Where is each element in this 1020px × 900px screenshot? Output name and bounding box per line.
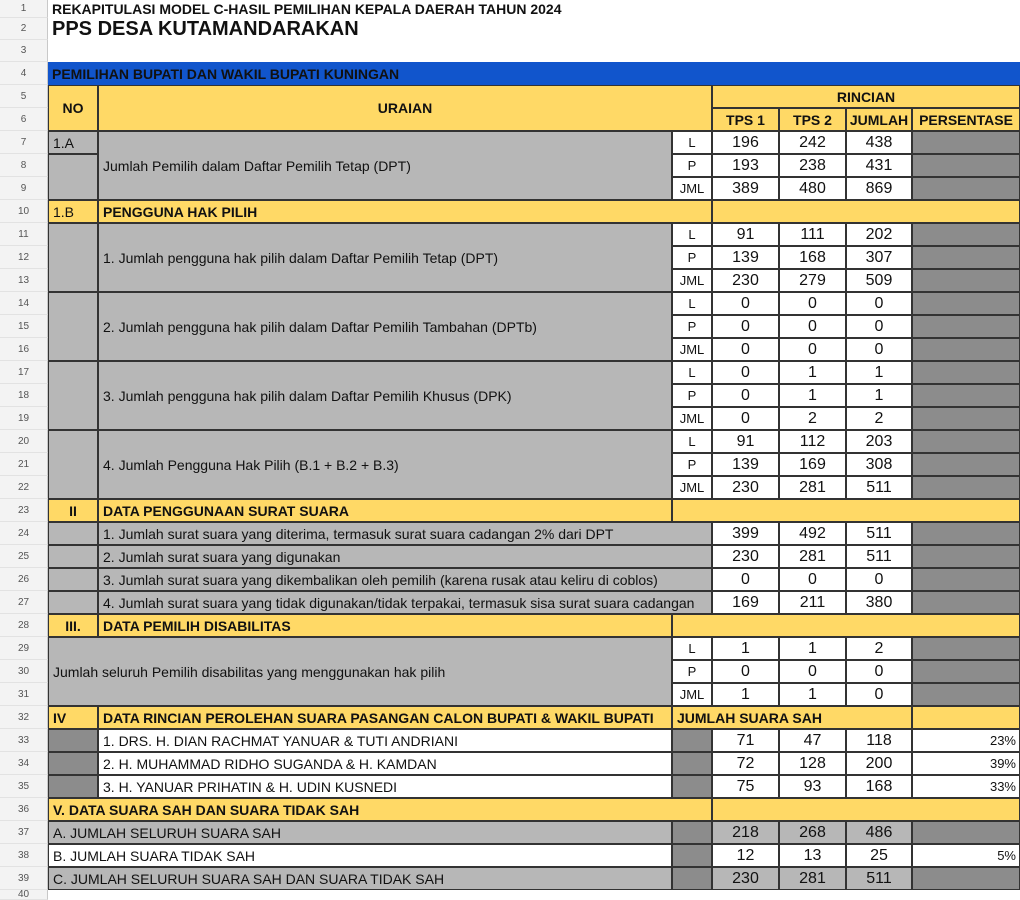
value-cell[interactable]: 238 <box>779 154 846 177</box>
section-title-1b: PENGGUNA HAK PILIH <box>98 200 712 223</box>
col-header-jumlah: JUMLAH <box>846 108 912 131</box>
gender-label: JML <box>672 476 712 499</box>
section-title-5: V. DATA SUARA SAH DAN SUARA TIDAK SAH <box>48 798 712 821</box>
gender-label: JML <box>672 177 712 200</box>
percent-cell <box>912 131 1020 154</box>
value-cell[interactable]: 281 <box>779 545 846 568</box>
candidate-name: 2. H. MUHAMMAD RIDHO SUGANDA & H. KAMDAN <box>98 752 672 775</box>
row-header[interactable]: 7 <box>0 131 48 154</box>
value-cell[interactable]: 12 <box>712 844 779 867</box>
value-cell[interactable]: 380 <box>846 591 912 614</box>
row-header[interactable]: 18 <box>0 384 48 407</box>
value-cell[interactable]: 268 <box>779 821 846 844</box>
value-cell[interactable]: 307 <box>846 246 912 269</box>
percent-cell <box>912 384 1020 407</box>
uraian-item: 4. Jumlah Pengguna Hak Pilih (B.1 + B.2 + B.3) <box>98 430 672 499</box>
row-header[interactable]: 32 <box>0 706 48 729</box>
col-header-no: NO <box>48 85 98 131</box>
section-fill <box>672 499 1020 522</box>
uraian-dpt: Jumlah Pemilih dalam Daftar Pemilih Tetap (DPT) <box>98 131 672 200</box>
percent-cell <box>912 453 1020 476</box>
value-cell[interactable]: 492 <box>779 522 846 545</box>
percent-cell <box>912 545 1020 568</box>
row-header[interactable]: 19 <box>0 407 48 430</box>
gender-label: L <box>672 361 712 384</box>
value-cell[interactable]: 1 <box>712 683 779 706</box>
value-cell[interactable]: 511 <box>846 522 912 545</box>
value-cell[interactable]: 230 <box>712 867 779 890</box>
value-cell[interactable]: 71 <box>712 729 779 752</box>
row-header[interactable]: 30 <box>0 660 48 683</box>
gender-label: L <box>672 292 712 315</box>
col-header-tps2: TPS 2 <box>779 108 846 131</box>
row-header[interactable]: 36 <box>0 798 48 821</box>
value-cell[interactable]: 200 <box>846 752 912 775</box>
value-cell[interactable]: 2 <box>846 637 912 660</box>
value-cell[interactable]: 0 <box>846 315 912 338</box>
percent-cell <box>912 246 1020 269</box>
gender-label: JML <box>672 407 712 430</box>
value-cell[interactable]: 72 <box>712 752 779 775</box>
value-cell[interactable]: 0 <box>712 361 779 384</box>
empty-cell <box>48 568 98 591</box>
empty-cell <box>48 545 98 568</box>
empty-cell <box>48 361 98 430</box>
row-header[interactable]: 23 <box>0 499 48 522</box>
value-cell[interactable]: 438 <box>846 131 912 154</box>
empty-cell <box>672 821 712 844</box>
value-cell[interactable]: 47 <box>779 729 846 752</box>
value-cell[interactable]: 0 <box>779 338 846 361</box>
row-header[interactable]: 10 <box>0 200 48 223</box>
value-cell[interactable]: 1 <box>846 384 912 407</box>
value-cell[interactable]: 0 <box>779 292 846 315</box>
percent-cell <box>912 522 1020 545</box>
summary-label: B. JUMLAH SUARA TIDAK SAH <box>48 844 672 867</box>
value-cell[interactable]: 0 <box>712 292 779 315</box>
section-no-3: III. <box>48 614 98 637</box>
jumlah-suara-sah-label: JUMLAH SUARA SAH <box>672 706 912 729</box>
value-cell[interactable]: 75 <box>712 775 779 798</box>
empty-cell <box>672 867 712 890</box>
uraian-item: 4. Jumlah surat suara yang tidak digunakan/tidak terpakai, termasuk sisa surat suara cadangan <box>98 591 712 614</box>
gender-label: JML <box>672 269 712 292</box>
value-cell[interactable]: 1 <box>712 637 779 660</box>
section-title-3: DATA PEMILIH DISABILITAS <box>98 614 672 637</box>
value-cell[interactable]: 1 <box>846 361 912 384</box>
percent-cell <box>912 591 1020 614</box>
value-cell[interactable]: 1 <box>779 361 846 384</box>
row-header[interactable]: 24 <box>0 522 48 545</box>
row-header[interactable]: 39 <box>0 867 48 890</box>
value-cell[interactable]: 168 <box>779 246 846 269</box>
uraian-item: 1. Jumlah surat suara yang diterima, termasuk surat suara cadangan 2% dari DPT <box>98 522 712 545</box>
row-header[interactable]: 5 <box>0 85 48 108</box>
row-header[interactable]: 26 <box>0 568 48 591</box>
value-cell[interactable]: 1 <box>779 384 846 407</box>
section-no-4: IV <box>48 706 98 729</box>
value-cell[interactable]: 480 <box>779 177 846 200</box>
percent-cell <box>912 660 1020 683</box>
uraian-item: 2. Jumlah pengguna hak pilih dalam Daftar Pemilih Tambahan (DPTb) <box>98 292 672 361</box>
section-title-4: DATA RINCIAN PEROLEHAN SUARA PASANGAN CALON BUPATI & WAKIL BUPATI <box>98 706 672 729</box>
gender-label: P <box>672 384 712 407</box>
percentage-cell[interactable]: 23% <box>912 729 1020 752</box>
row-header[interactable]: 28 <box>0 614 48 637</box>
empty-cell <box>48 223 98 292</box>
value-cell[interactable]: 0 <box>846 292 912 315</box>
percentage-cell[interactable]: 33% <box>912 775 1020 798</box>
percent-cell <box>912 177 1020 200</box>
value-cell[interactable]: 139 <box>712 453 779 476</box>
value-cell[interactable]: 0 <box>712 384 779 407</box>
row-header[interactable]: 9 <box>0 177 48 200</box>
candidate-name: 3. H. YANUAR PRIHATIN & H. UDIN KUSNEDI <box>98 775 672 798</box>
gender-label: P <box>672 660 712 683</box>
row-header[interactable]: 17 <box>0 361 48 384</box>
value-cell[interactable]: 91 <box>712 430 779 453</box>
gender-label: P <box>672 246 712 269</box>
value-cell[interactable]: 0 <box>779 568 846 591</box>
row-header[interactable]: 38 <box>0 844 48 867</box>
empty-cell <box>48 752 98 775</box>
gender-label: L <box>672 131 712 154</box>
row-header[interactable]: 27 <box>0 591 48 614</box>
value-cell[interactable]: 169 <box>712 591 779 614</box>
section-fill <box>672 614 1020 637</box>
value-cell[interactable]: 211 <box>779 591 846 614</box>
value-cell[interactable]: 1 <box>779 637 846 660</box>
empty-cell <box>48 522 98 545</box>
value-cell[interactable]: 281 <box>779 867 846 890</box>
uraian-item: 2. Jumlah surat suara yang digunakan <box>98 545 712 568</box>
percent-cell <box>912 637 1020 660</box>
col-header-persentase: PERSENTASE <box>912 108 1020 131</box>
value-cell[interactable]: 13 <box>779 844 846 867</box>
row-header[interactable]: 22 <box>0 476 48 499</box>
value-cell[interactable]: 168 <box>846 775 912 798</box>
value-cell[interactable]: 281 <box>779 476 846 499</box>
row-header[interactable]: 20 <box>0 430 48 453</box>
gender-label: JML <box>672 338 712 361</box>
row-header[interactable]: 11 <box>0 223 48 246</box>
value-cell[interactable]: 169 <box>779 453 846 476</box>
section-fill <box>712 798 1020 821</box>
percent-cell <box>912 407 1020 430</box>
percent-cell <box>912 315 1020 338</box>
row-header[interactable]: 34 <box>0 752 48 775</box>
value-cell[interactable]: 93 <box>779 775 846 798</box>
value-cell[interactable]: 0 <box>712 660 779 683</box>
empty-cell <box>672 729 712 752</box>
row-header[interactable]: 1 <box>0 0 48 18</box>
value-cell[interactable]: 111 <box>779 223 846 246</box>
value-cell[interactable]: 128 <box>779 752 846 775</box>
value-cell[interactable]: 203 <box>846 430 912 453</box>
percentage-cell[interactable]: 39% <box>912 752 1020 775</box>
section-fill <box>912 706 1020 729</box>
value-cell[interactable]: 511 <box>846 867 912 890</box>
percent-cell <box>912 154 1020 177</box>
row-header[interactable]: 14 <box>0 292 48 315</box>
percent-cell <box>912 292 1020 315</box>
gender-label: L <box>672 223 712 246</box>
value-cell[interactable]: 486 <box>846 821 912 844</box>
value-cell[interactable]: 1 <box>779 683 846 706</box>
value-cell[interactable]: 0 <box>846 568 912 591</box>
empty-cell <box>48 430 98 499</box>
candidate-name: 1. DRS. H. DIAN RACHMAT YANUAR & TUTI ANDRIANI <box>98 729 672 752</box>
row-header[interactable]: 2 <box>0 18 48 40</box>
value-cell[interactable]: 230 <box>712 476 779 499</box>
value-cell[interactable]: 869 <box>846 177 912 200</box>
value-cell[interactable]: 389 <box>712 177 779 200</box>
section-no-1a: 1.A <box>48 131 98 154</box>
gender-label: JML <box>672 683 712 706</box>
value-cell[interactable]: 0 <box>846 338 912 361</box>
value-cell[interactable]: 0 <box>846 660 912 683</box>
uraian-disabilitas: Jumlah seluruh Pemilih disabilitas yang menggunakan hak pilih <box>48 637 672 706</box>
empty-cell <box>48 729 98 752</box>
section-fill <box>712 200 1020 223</box>
row-header[interactable]: 12 <box>0 246 48 269</box>
empty-row <box>48 40 1020 62</box>
row-header[interactable]: 16 <box>0 338 48 361</box>
value-cell[interactable]: 91 <box>712 223 779 246</box>
gender-label: P <box>672 154 712 177</box>
gender-label: L <box>672 430 712 453</box>
section-no-2: II <box>48 499 98 522</box>
percent-cell <box>912 683 1020 706</box>
value-cell[interactable]: 509 <box>846 269 912 292</box>
percent-cell <box>912 476 1020 499</box>
value-cell[interactable]: 202 <box>846 223 912 246</box>
gender-label: P <box>672 453 712 476</box>
value-cell[interactable]: 511 <box>846 545 912 568</box>
uraian-item: 3. Jumlah surat suara yang dikembalikan oleh pemilih (karena rusak atau keliru di coblos) <box>98 568 712 591</box>
row-header[interactable]: 31 <box>0 683 48 706</box>
row-header[interactable]: 8 <box>0 154 48 177</box>
value-cell[interactable]: 0 <box>779 315 846 338</box>
empty-cell <box>672 752 712 775</box>
value-cell[interactable]: 2 <box>779 407 846 430</box>
row-header[interactable]: 3 <box>0 40 48 62</box>
row-header[interactable]: 21 <box>0 453 48 476</box>
section-banner: PEMILIHAN BUPATI DAN WAKIL BUPATI KUNINGAN <box>48 62 1020 85</box>
uraian-item: 1. Jumlah pengguna hak pilih dalam Daftar Pemilih Tetap (DPT) <box>98 223 672 292</box>
row-header[interactable]: 25 <box>0 545 48 568</box>
value-cell[interactable]: 431 <box>846 154 912 177</box>
title-line-1: REKAPITULASI MODEL C-HASIL PEMILIHAN KEPALA DAERAH TAHUN 2024 <box>48 0 700 18</box>
empty-row <box>48 890 1020 900</box>
value-cell[interactable]: 0 <box>779 660 846 683</box>
row-header[interactable]: 15 <box>0 315 48 338</box>
percent-cell <box>912 568 1020 591</box>
value-cell[interactable]: 0 <box>712 338 779 361</box>
summary-label: A. JUMLAH SELURUH SUARA SAH <box>48 821 672 844</box>
value-cell[interactable]: 139 <box>712 246 779 269</box>
value-cell[interactable]: 399 <box>712 522 779 545</box>
value-cell[interactable]: 279 <box>779 269 846 292</box>
percent-cell <box>912 223 1020 246</box>
percent-cell <box>912 361 1020 384</box>
row-header[interactable]: 29 <box>0 637 48 660</box>
value-cell[interactable]: 0 <box>712 315 779 338</box>
value-cell[interactable]: 242 <box>779 131 846 154</box>
row-header[interactable]: 6 <box>0 108 48 131</box>
row-header[interactable]: 40 <box>0 890 48 900</box>
value-cell[interactable]: 218 <box>712 821 779 844</box>
empty-cell <box>48 154 98 200</box>
section-no-1b: 1.B <box>48 200 98 223</box>
percent-cell <box>912 430 1020 453</box>
value-cell[interactable]: 0 <box>712 407 779 430</box>
empty-cell <box>672 775 712 798</box>
empty-cell <box>672 844 712 867</box>
empty-cell <box>48 591 98 614</box>
value-cell[interactable]: 230 <box>712 269 779 292</box>
empty-cell <box>48 292 98 361</box>
col-header-uraian: URAIAN <box>98 85 712 131</box>
value-cell[interactable]: 0 <box>712 568 779 591</box>
col-header-tps1: TPS 1 <box>712 108 779 131</box>
row-header[interactable]: 4 <box>0 62 48 85</box>
value-cell[interactable]: 193 <box>712 154 779 177</box>
row-header[interactable]: 33 <box>0 729 48 752</box>
percent-cell <box>912 269 1020 292</box>
row-header[interactable]: 35 <box>0 775 48 798</box>
col-header-rincian: RINCIAN <box>712 85 1020 108</box>
gender-label: P <box>672 315 712 338</box>
value-cell[interactable]: 511 <box>846 476 912 499</box>
row-header[interactable]: 13 <box>0 269 48 292</box>
value-cell[interactable]: 2 <box>846 407 912 430</box>
percentage-cell[interactable] <box>912 867 1020 890</box>
value-cell[interactable]: 25 <box>846 844 912 867</box>
uraian-item: 3. Jumlah pengguna hak pilih dalam Daftar Pemilih Khusus (DPK) <box>98 361 672 430</box>
value-cell[interactable]: 230 <box>712 545 779 568</box>
section-title-2: DATA PENGGUNAAN SURAT SUARA <box>98 499 672 522</box>
summary-label: C. JUMLAH SELURUH SUARA SAH DAN SUARA TIDAK SAH <box>48 867 672 890</box>
row-header[interactable]: 37 <box>0 821 48 844</box>
percent-cell <box>912 338 1020 361</box>
value-cell[interactable]: 112 <box>779 430 846 453</box>
value-cell[interactable]: 196 <box>712 131 779 154</box>
gender-label: L <box>672 637 712 660</box>
percentage-cell[interactable] <box>912 821 1020 844</box>
value-cell[interactable]: 308 <box>846 453 912 476</box>
title-line-2: PPS DESA KUTAMANDARAKAN <box>48 18 700 40</box>
value-cell[interactable]: 0 <box>846 683 912 706</box>
percentage-cell[interactable]: 5% <box>912 844 1020 867</box>
empty-cell <box>48 775 98 798</box>
value-cell[interactable]: 118 <box>846 729 912 752</box>
